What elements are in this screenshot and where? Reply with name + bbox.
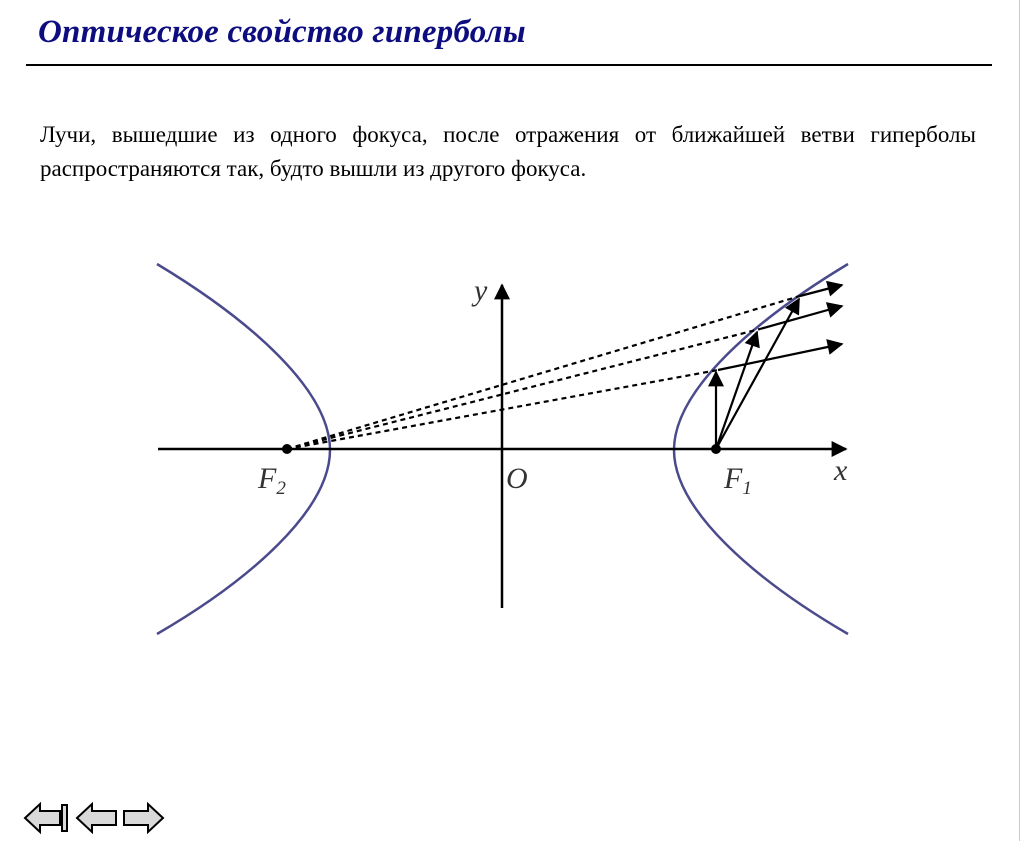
reflected-ray-2 [760,306,842,329]
first-slide-button[interactable] [22,800,70,836]
previous-slide-icon [74,800,120,836]
focus-f1-point [711,444,721,454]
focus-f1-label [723,462,752,499]
focus-f2-letter: F [258,462,277,495]
slide-title: Оптическое свойство гиперболы [38,14,526,50]
y-axis-label: y [474,274,488,307]
focus-f2-subscript: 2 [276,478,286,499]
reflected-ray-1 [718,344,842,370]
first-slide-icon [22,800,70,836]
slide-body-text: Лучи, вышедшие из одного фокуса, после отражения от ближайшей ветви гиперболы распространяются так, будто вышли из другого фокуса. [40,122,976,181]
slide-edge [1019,0,1020,841]
focus-f2-label [257,462,286,499]
dashed-line-2 [287,329,760,449]
x-axis-label: x [834,454,848,487]
focus-f1-subscript: 1 [742,478,752,499]
reflected-rays [718,285,842,370]
focus-f1-letter: F [724,462,743,495]
incident-ray-2 [716,332,757,449]
previous-slide-button[interactable] [74,800,120,836]
next-slide-icon [120,800,166,836]
origin-label: O [506,462,528,495]
focus-f2-point [282,444,292,454]
next-slide-button[interactable] [120,800,166,836]
